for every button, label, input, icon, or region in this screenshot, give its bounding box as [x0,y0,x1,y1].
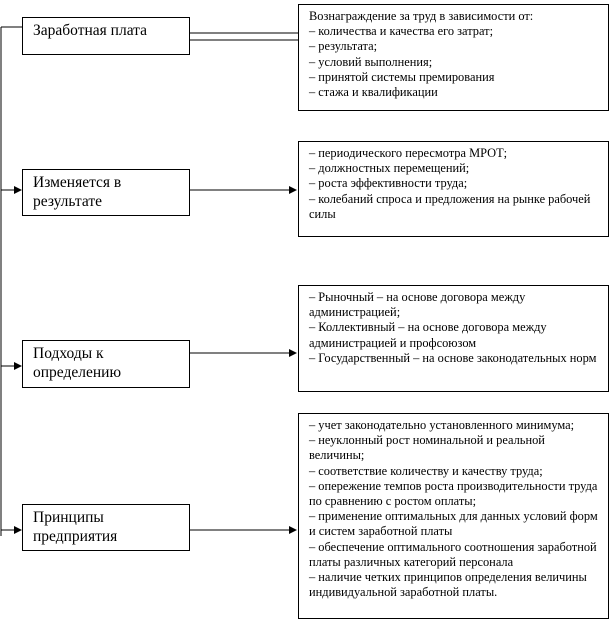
list-item: – роста эффективности труда; [309,176,468,191]
list-item: – наличие четких принципов определения величины индивидуальной заработной платы. [309,570,587,600]
approaches-list [309,290,600,366]
list-item: – учет законодательно установленного минимума; [309,418,575,432]
list-item: – колебаний спроса и предложения на рынке рабочей силы [309,191,591,221]
list-item: – обеспечение оптимального соотношения заработной платы различных категорий персонала [309,539,597,569]
list-item: – условий выполнения; [309,54,433,69]
approaches-label: Подходы к определению [33,345,122,381]
principles-node [22,504,190,551]
list-item: – стажа и квалификации [309,85,438,100]
changes-list-box [298,141,609,237]
salary-label: Заработная плата [33,22,148,39]
changes-list [309,146,600,222]
salary-definition-box [298,4,609,111]
principles-list [309,418,600,600]
salary-definition-list [309,24,600,100]
salary-node [22,17,190,55]
changes-label: Изменяется в результате [33,174,122,210]
list-item: – Рыночный – на основе договора между администрацией; [309,290,526,320]
list-item: – количества и качества его затрат; [309,24,494,39]
list-item: – неуклонный рост номинальной и реальной величины; [309,433,545,463]
principles-list-box [298,413,609,619]
list-item: – должностных перемещений; [309,161,470,176]
principles-label: Принципы предприятия [33,509,118,545]
list-item: – соответствие количеству и качеству труда; [309,463,543,478]
list-item: – Государственный – на основе законодательных норм [309,350,597,365]
approaches-list-box [298,285,609,392]
list-item: – Коллективный – на основе договора между администрацией и профсоюзом [309,320,547,350]
list-item: – результата; [309,39,378,54]
changes-node [22,169,190,216]
list-item: – периодического пересмотра МРОТ; [309,146,508,160]
list-item: – принятой системы премирования [309,69,495,84]
approaches-node [22,340,190,388]
list-item: – применение оптимальных для данных условий форм и систем заработной платы [309,509,598,539]
list-item: – опережение темпов роста производительности труда по сравнению с ростом оплаты; [309,478,598,509]
salary-definition-lead: Вознаграждение за труд в зависимости от: [309,9,534,23]
